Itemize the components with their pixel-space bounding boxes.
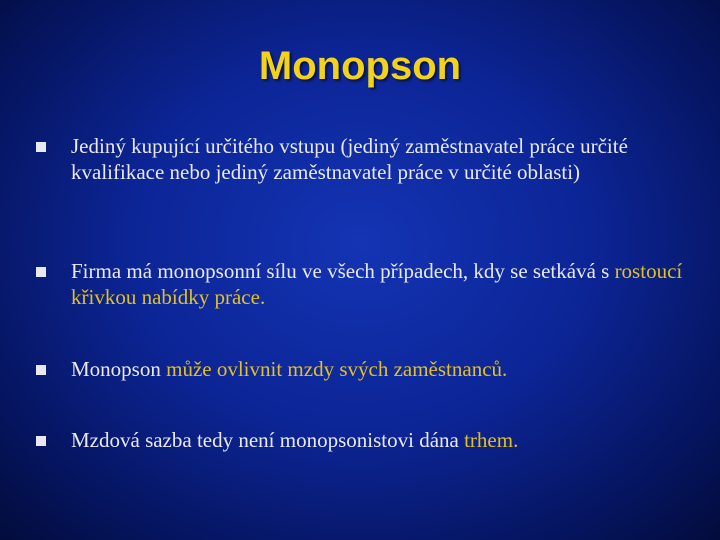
bullet-3-part-3: . [502, 357, 508, 381]
bullet-2-highlight: rostoucí křivkou nabídky práce [71, 259, 683, 309]
bullet-3-highlight: může ovlivnit mzdy svých zaměstnanců [166, 357, 503, 381]
bullet-2-part-1: Firma má monopsonní sílu ve všech případech, kdy se setkává s [71, 259, 615, 283]
bullet-text-3 [71, 356, 686, 382]
slide-title: Monopson [258, 44, 462, 88]
bullet-text-4 [71, 427, 686, 453]
bullet-1-part-1: Jediný kupující určitého vstupu (jediný zaměstnavatel práce určité kvalifikace nebo jediný zaměstnavatel práce v určité oblasti) [71, 134, 628, 184]
bullet-text-2 [71, 258, 686, 310]
bullet-4-highlight: trhem [464, 428, 514, 452]
bullet-text-1 [71, 133, 686, 185]
bullet-4-part-3: . [513, 428, 519, 452]
square-bullet-icon [36, 436, 46, 446]
bullet-4-part-1: Mzdová sazba tedy není monopsonistovi dána [71, 428, 465, 452]
bullet-2-part-3: . [259, 285, 266, 309]
bullet-3-part-1: Monopson [71, 357, 167, 381]
square-bullet-icon [36, 365, 46, 375]
square-bullet-icon [36, 267, 46, 277]
square-bullet-icon [36, 142, 46, 152]
